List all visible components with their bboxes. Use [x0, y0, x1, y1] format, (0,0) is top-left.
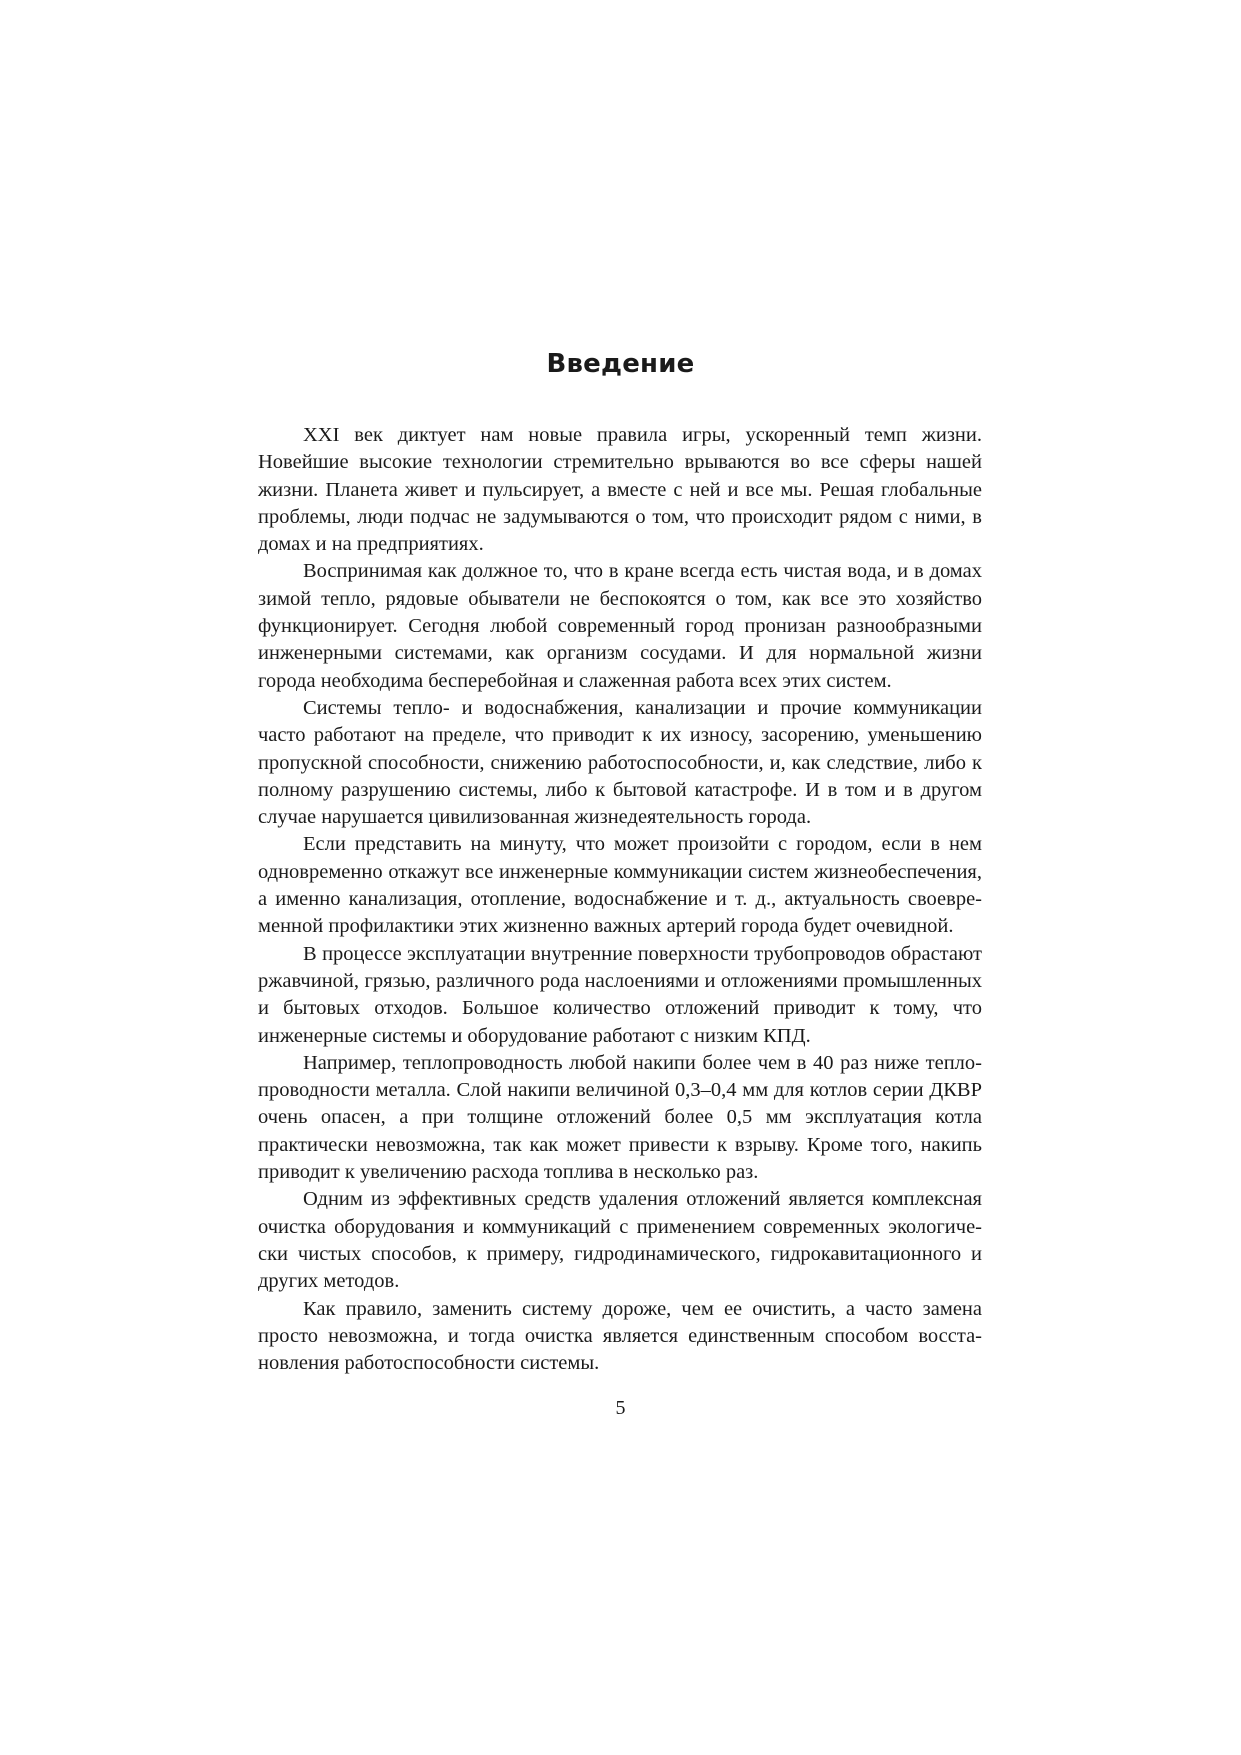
paragraph: Например, теплопроводность любой накипи более чем в 40 раз ниже теплопроводности металла. Слой накипи величиной 0,3–0,4 мм для котлов серии ДКВР очень опасен, а при толщине отложений более 0,5 мм эксплуатация котла практически невозможна, так как может привести к взрыву. Кроме того, накипь приводит к увеличению расхода топлива в несколько раз. [258, 1051, 982, 1184]
paragraph: В процессе эксплуатации внутренние поверхности трубопроводов обрастают ржавчиной, грязью, различного рода наслоениями и отложениями промышленных и бытовых отходов. Большое количество отложений приводит к тому, что инженерные системы и оборудование работают с низким КПД. [258, 942, 982, 1047]
page-title: Введение [546, 349, 695, 379]
paragraph: Как правило, заменить систему дороже, чем ее очистить, а часто замена просто невозможна, и тогда очистка является единственным способом восстановления работоспособности системы. [258, 1297, 982, 1375]
paragraph: Системы тепло- и водоснабжения, канализации и прочие коммуникации часто работают на пределе, что приводит к их износу, засорению, уменьшению пропускной способности, снижению работоспособности, и, как следствие, либо к полному разрушению системы, либо к бытовой катастрофе. И в том и в другом случае нарушается цивилизованная жизнедеятельность города. [258, 696, 982, 829]
paragraph: Воспринимая как должное то, что в кране всегда есть чистая вода, и в домах зимой тепло, рядовые обыватели не беспокоятся о том, как все это хозяйство функционирует. Сегодня любой современный город пронизан разнообразными инженерными системами, как организм сосудами. И для нормальной жизни города необходима бесперебойная и слаженная работа всех этих систем. [258, 560, 982, 692]
page-number: 5 [615, 1397, 626, 1419]
paragraph: Одним из эффективных средств удаления отложений является комплексная очистка оборудования и коммуникаций с применением современных экологически чистых способов, к примеру, гидродинамического, гидрокавитационного и других методов. [258, 1188, 982, 1293]
body-text [258, 422, 982, 1377]
paragraph: Если представить на минуту, что может произойти с городом, если в нем одновременно откажут все инженерные коммуникации систем жизнеобеспечения, а именно канализация, отопление, водоснабжение и т. д., актуальность своевременной профилактики этих жизненно важных артерий города будет очевидной. [258, 833, 982, 938]
paragraph: XXI век диктует нам новые правила игры, ускоренный темп жизни. Новейшие высокие технологии стремительно врываются во все сферы нашей жизни. Планета живет и пульсирует, а вместе с ней и все мы. Решая глобальные проблемы, люди подчас не задумываются о том, что происходит рядом с ними, в домах и на предприятиях. [258, 424, 982, 556]
